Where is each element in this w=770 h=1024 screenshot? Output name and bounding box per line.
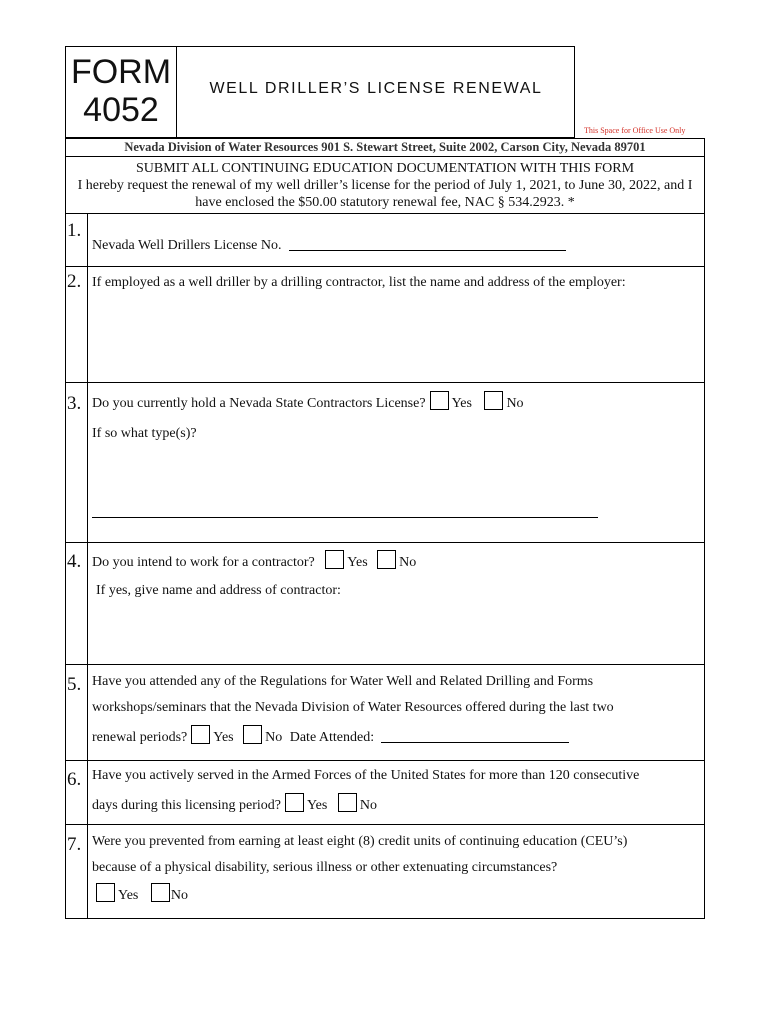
question-number: 4. [66, 543, 88, 664]
question-3-subtext: If so what type(s)? [92, 426, 197, 441]
question-number: 7. [66, 825, 88, 918]
renewal-request-text: I hereby request the renewal of my well driller’s license for the period of July 1, 2021, to June 30, 2022, and I have enclosed the $50.00 statutory renewal fee, NAC § 534.2923. * [77, 178, 693, 210]
question-2-text: If employed as a well driller by a drilling contractor, list the name and address of the employer: [92, 275, 626, 290]
form-title: WELL DRILLER’S LICENSE RENEWAL [209, 80, 543, 97]
question-number: 5. [66, 665, 88, 760]
question-1-text: Nevada Well Drillers License No. [92, 238, 282, 253]
no-label: No [506, 396, 524, 411]
yes-label: Yes [306, 798, 328, 813]
question-6-line-1: Have you actively served in the Armed Forces of the United States for more than 120 consecutive [92, 768, 640, 783]
question-2 [65, 267, 705, 383]
workshop-yes-checkbox[interactable] [191, 725, 210, 744]
question-number: 1. [66, 213, 88, 266]
contractor-license-no-checkbox[interactable] [484, 391, 503, 410]
form-number-cell [66, 47, 177, 137]
form-header [65, 46, 575, 138]
question-7-line-2: because of a physical disability, serious illness or other extenuating circumstances? [92, 860, 558, 875]
yes-label: Yes [118, 888, 139, 903]
question-7 [65, 825, 705, 919]
workshop-no-checkbox[interactable] [243, 725, 262, 744]
question-3-text: Do you currently hold a Nevada State Contractors License? [92, 396, 426, 411]
yes-label: Yes [213, 730, 234, 745]
question-5-line-3: renewal periods? [92, 730, 188, 745]
question-7-line-1: Were you prevented from earning at least eight (8) credit units of continuing education (CEU’s) [92, 834, 628, 849]
extenuating-yes-checkbox[interactable] [96, 883, 115, 902]
form-label: FORM [70, 53, 172, 91]
contractor-name-address-field[interactable] [90, 607, 700, 660]
question-4 [65, 543, 705, 665]
question-5-line-1: Have you attended any of the Regulations for Water Well and Related Drilling and Forms [92, 674, 594, 689]
question-4-subtext: If yes, give name and address of contractor: [96, 583, 341, 598]
no-label: No [399, 555, 417, 570]
armed-forces-yes-checkbox[interactable] [285, 793, 304, 812]
submit-instructions [65, 156, 705, 214]
contractor-work-yes-checkbox[interactable] [325, 550, 344, 569]
armed-forces-no-checkbox[interactable] [338, 793, 357, 812]
agency-address: Nevada Division of Water Resources 901 S. Stewart Street, Suite 2002, Carson City, Nevada 89701 [65, 138, 705, 156]
question-1 [65, 213, 705, 267]
no-label: No [170, 888, 188, 903]
no-label: No [265, 730, 283, 745]
date-attended-field[interactable] [381, 728, 569, 743]
question-number: 2. [66, 267, 88, 382]
contractor-license-yes-checkbox[interactable] [430, 391, 449, 410]
question-number: 3. [66, 383, 88, 542]
office-use-note: This Space for Office Use Only [584, 126, 686, 135]
license-type-field[interactable] [92, 503, 598, 518]
yes-label: Yes [347, 555, 368, 570]
question-6 [65, 761, 705, 825]
question-3 [65, 383, 705, 543]
submit-heading: SUBMIT ALL CONTINUING EDUCATION DOCUMENTATION WITH THIS FORM [135, 161, 635, 176]
no-label: No [359, 798, 377, 813]
employer-field[interactable] [90, 299, 700, 378]
question-5 [65, 665, 705, 761]
license-number-field[interactable] [289, 236, 566, 251]
question-5-line-2: workshops/seminars that the Nevada Division of Water Resources offered during the last two [92, 700, 614, 715]
contractor-work-no-checkbox[interactable] [377, 550, 396, 569]
extenuating-no-checkbox[interactable] [151, 883, 170, 902]
form-number: 4052 [83, 91, 159, 129]
question-4-text: Do you intend to work for a contractor? [92, 555, 315, 570]
date-attended-label: Date Attended: [289, 730, 375, 745]
question-6-line-2: days during this licensing period? [92, 798, 281, 813]
yes-label: Yes [451, 396, 472, 411]
question-number: 6. [66, 761, 88, 824]
